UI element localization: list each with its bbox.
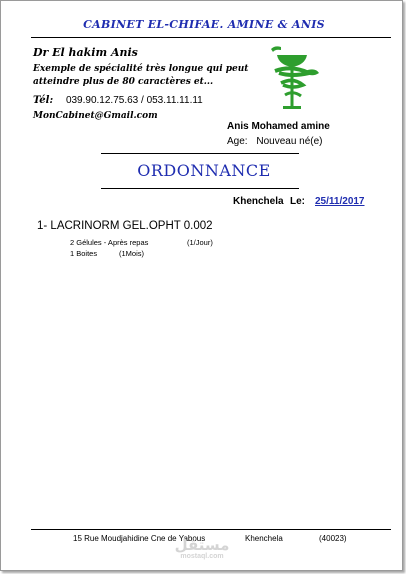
- title-rule-bottom: [101, 188, 299, 189]
- date-label: Le:: [290, 196, 305, 207]
- medication-line: 1- LACRINORM GEL.OPHT 0.002: [37, 220, 213, 232]
- prescription-date: 25/11/2017: [315, 196, 365, 207]
- age-label: Age:: [227, 136, 248, 147]
- caduceus-pharmacy-icon: [247, 43, 337, 113]
- cabinet-title: CABINET EL-CHIFAE. AMINE & ANIS: [83, 18, 325, 31]
- age-value: Nouveau né(e): [256, 136, 323, 147]
- title-rule-top: [101, 153, 299, 154]
- doctor-name: Dr El hakim Anis: [33, 46, 138, 59]
- medication-duration: (1Mois): [119, 249, 145, 258]
- medication-frequency: (1/Jour): [187, 238, 213, 247]
- patient-age: [227, 136, 323, 147]
- phone-label: Tél:: [33, 95, 54, 106]
- patient-name: Anis Mohamed amine: [227, 121, 330, 132]
- cabinet-email: MonCabinet@Gmail.com: [33, 111, 158, 121]
- document-title: ORDONNANCE: [137, 161, 271, 180]
- doctor-specialty: Exemple de spécialité très longue qui peut atteindre plus de 80 caractères et...: [33, 64, 249, 87]
- title-divider: [31, 37, 391, 38]
- phone-row: [33, 95, 203, 106]
- phone-value: 039.90.12.75.63 / 053.11.11.11: [65, 95, 203, 106]
- place: Khenchela: [233, 196, 284, 207]
- footer-city: Khenchela: [245, 534, 283, 543]
- medication-quantity: 1 Boites: [70, 249, 98, 258]
- mostaql-watermark: [171, 537, 233, 560]
- footer-postal-code: (40023): [319, 534, 347, 543]
- footer-address: 15 Rue Moudjahidine Cne de Yabous: [73, 534, 206, 543]
- watermark-arabic: مستقل: [174, 536, 230, 554]
- medication-dosage: 2 Gélules - Après repas: [70, 238, 149, 247]
- watermark-latin: mostaql.com: [180, 553, 224, 560]
- footer-divider: [31, 529, 391, 530]
